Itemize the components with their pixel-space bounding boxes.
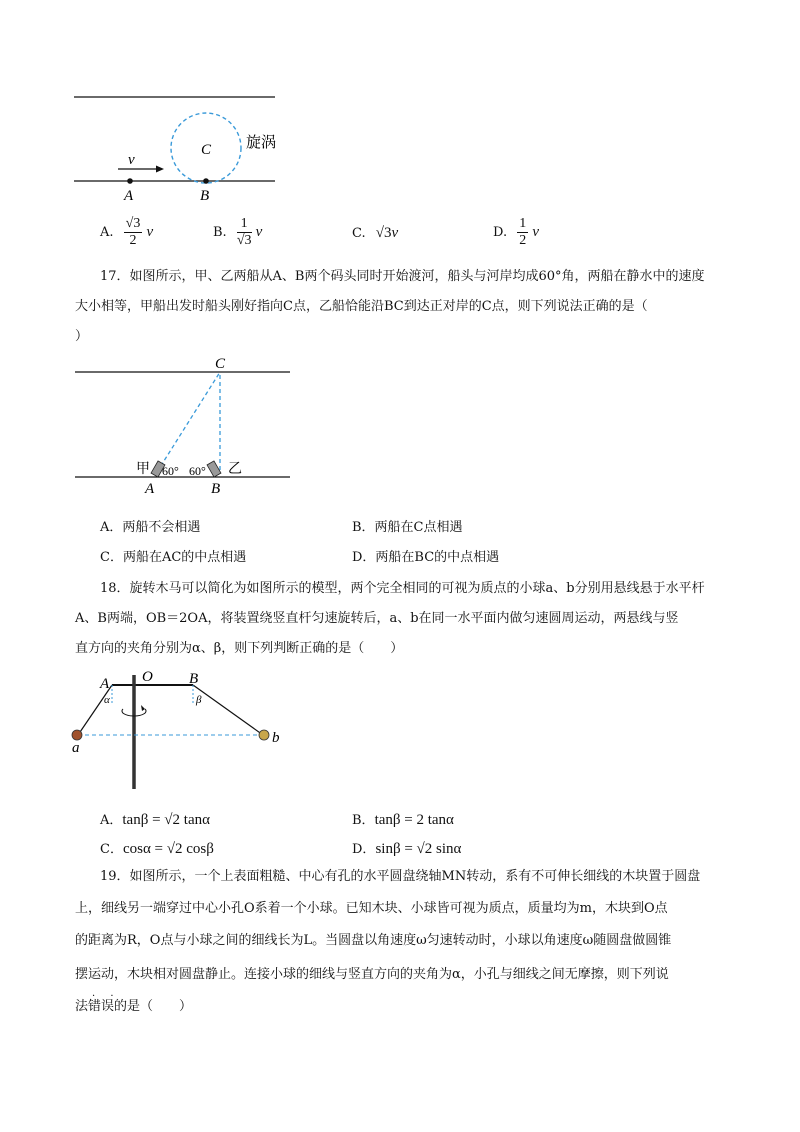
q19-line-3: 的距离为R，O点与小球之间的细线长为L。当圆盘以角速度ω匀速转动时，小球以角速度ω随圆盘做圆锥 bbox=[75, 933, 672, 948]
q19-line-1: 19．如图所示，一个上表面粗糙、中心有孔的水平圆盘绕轴MN转动，系有不可伸长细线的木块置于圆盘 bbox=[100, 869, 701, 884]
ball-b bbox=[259, 730, 269, 740]
q18-option-b: B．tanβ = 2 tanα bbox=[352, 812, 454, 828]
label-alpha: α bbox=[104, 694, 110, 706]
carousel-model-figure bbox=[65, 665, 295, 795]
option-a-numerator: √3 bbox=[125, 216, 141, 231]
thread-b bbox=[193, 685, 263, 735]
point-b-label: B bbox=[211, 481, 221, 497]
q16-option-c: C. √3v bbox=[352, 225, 399, 241]
q19-line-2: 上，细线另一端穿过中心小孔O系着一个小球。已知木块、小球皆可视为质点，质量均为m，木块到O点 bbox=[75, 901, 668, 916]
point-b-label: B bbox=[200, 188, 210, 204]
q18-option-a: A．tanβ = √2 tanα bbox=[100, 812, 210, 828]
label-beta: β bbox=[196, 694, 202, 706]
q18-line-1: 18．旋转木马可以简化为如图所示的模型，两个完全相同的可视为质点的小球a、b分别用悬线悬于水平杆 bbox=[100, 581, 705, 596]
point-a-label: A bbox=[124, 188, 134, 204]
label-o: O bbox=[142, 669, 153, 685]
label-ball-a: a bbox=[72, 740, 80, 756]
q17-option-c: C．两船在AC的中点相遇 bbox=[100, 550, 247, 565]
velocity-label: v bbox=[128, 152, 135, 168]
q17-line-1: 17．如图所示，甲、乙两船从A、B两个码头同时开始渡河，船头与河岸均成60°角，两船在静水中的速度 bbox=[100, 269, 705, 284]
q17-line-2: 大小相等，甲船出发时船头刚好指向C点，乙船恰能沿BC到达正对岸的C点，则下列说法正确的是（ bbox=[75, 299, 648, 314]
label-a: A bbox=[100, 676, 110, 692]
q17-option-d: D．两船在BC的中点相遇 bbox=[352, 550, 500, 565]
boat-yi-label: 乙 bbox=[228, 461, 242, 477]
angle-b-label: 60° bbox=[189, 464, 206, 478]
thread-a bbox=[78, 685, 112, 735]
q17-line-3: ） bbox=[75, 329, 89, 344]
q16-option-b: B. $\frac{1}{√3}$ v bbox=[213, 216, 263, 248]
point-a-label: A bbox=[145, 481, 155, 497]
boat-jia-label: 甲 bbox=[136, 461, 150, 477]
q18-option-d: D．sinβ = √2 sinα bbox=[352, 841, 462, 857]
boat-yi bbox=[207, 461, 221, 477]
center-label: C bbox=[201, 142, 212, 158]
two-boats-figure bbox=[60, 352, 300, 500]
q17-option-a: A．两船不会相遇 bbox=[100, 520, 201, 535]
vortex-label: 旋涡 bbox=[246, 133, 277, 151]
river-vortex-figure bbox=[60, 85, 300, 210]
point-b-dot bbox=[203, 178, 209, 184]
angle-a-label: 60° bbox=[162, 464, 179, 478]
point-a-dot bbox=[127, 178, 133, 184]
label-ball-b: b bbox=[272, 730, 280, 746]
q18-line-3: 直方向的夹角分别为α、β，则下列判断正确的是（ ） bbox=[75, 641, 404, 656]
q18-line-2: A、B两端，OB＝2OA，将装置绕竖直杆匀速旋转后，a、b在同一水平面内做匀速圆周运动，两悬线与竖 bbox=[75, 611, 679, 626]
q19-line-5: 法错误的是（ ） bbox=[75, 999, 193, 1014]
q19-line-4: 摆运动，木块相对圆盘静止。连接小球的细线与竖直方向的夹角为α，小孔与细线之间无摩擦，则下列说 bbox=[75, 967, 669, 982]
q18-option-c: C．cosα = √2 cosβ bbox=[100, 841, 214, 857]
label-b: B bbox=[189, 671, 199, 687]
q16-option-d: D. $\frac{1}{2}$ v bbox=[493, 216, 540, 248]
path-ac bbox=[157, 372, 220, 472]
q16-option-a: A. $\frac{√3}{2}$ v bbox=[100, 216, 154, 248]
ball-a bbox=[72, 730, 82, 740]
emphasis-dots: · · bbox=[92, 991, 120, 1002]
q17-option-b: B．两船在C点相遇 bbox=[352, 520, 463, 535]
point-c-label: C bbox=[215, 356, 226, 372]
